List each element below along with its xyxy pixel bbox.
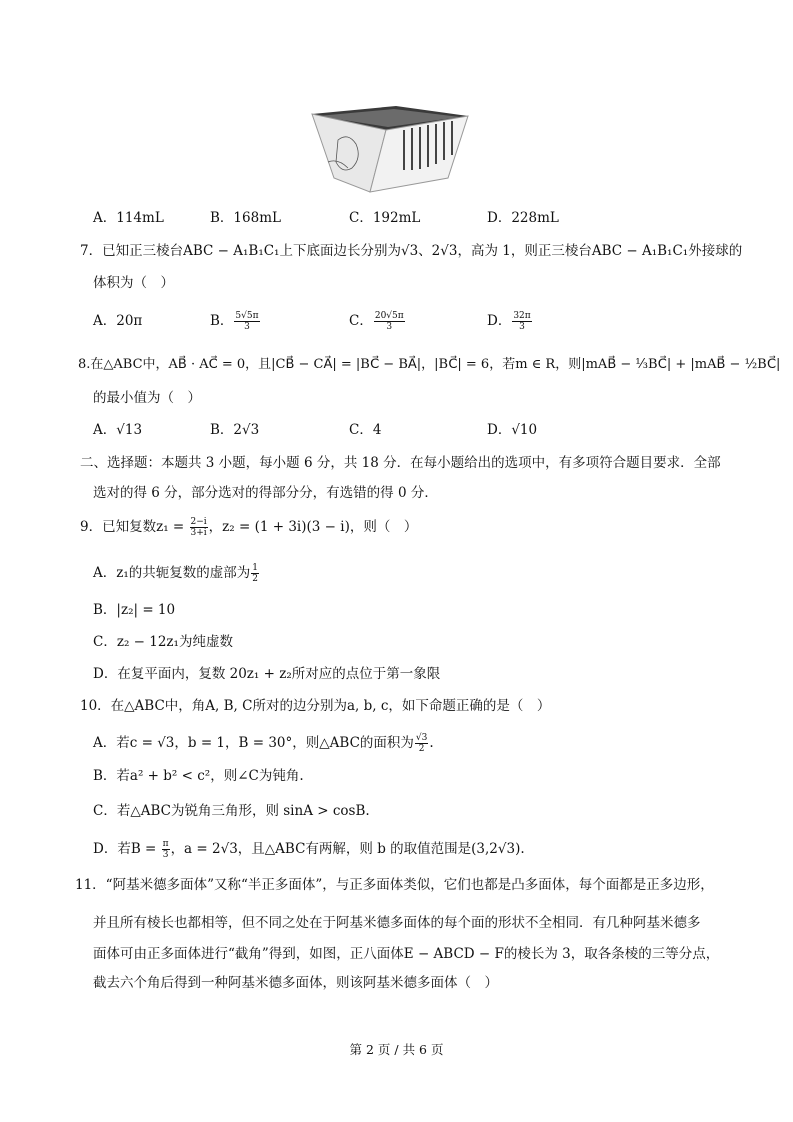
q7-stem: 7．已知正三棱台ABC − A₁B₁C₁上下底面边长分别为√3、2√3，高为 1，则正三棱台ABC − A₁B₁C₁外接球的 <box>80 243 743 259</box>
q9-option-b: B．|z₂| = 10 <box>93 602 176 618</box>
q8-stem: 8.在△ABC中，AB⃗ · AC⃗ = 0，且|CB⃗ − CA⃗| = |BC⃗ − BA⃗|，|BC⃗| = 6，若m ∈ R，则|mAB⃗ − ⅓BC⃗| + |mAB⃗ − ½BC⃗| <box>78 357 781 372</box>
q7-option-b: B． $\frac{5√5\pi}{3}$ <box>210 311 259 332</box>
q11-stem: 11．“阿基米德多面体”又称“半正多面体”，与正多面体类似，它们也都是凸多面体，每个面都是正多边形， <box>75 877 714 893</box>
q8-stem-cont: 的最小值为（ ） <box>93 390 201 406</box>
q6-option-a: A．114mL <box>93 210 164 226</box>
q6-option-b: B．168mL <box>210 210 281 226</box>
q7-stem-cont: 体积为（ ） <box>93 275 174 291</box>
q8-option-d: D．√10 <box>487 422 538 438</box>
q9-stem: 9．已知复数z₁ = $\frac{2-i}{3+i}$ ，z₂ = (1 + 3i)(3 − i)，则（ ） <box>80 517 418 538</box>
q8-option-b: B．2√3 <box>210 422 260 438</box>
q10-stem: 10．在△ABC中，角A, B, C所对的边分别为a, b, c，如下命题正确的是（ ） <box>80 698 551 714</box>
q8-option-a: A．√13 <box>93 422 143 438</box>
q6-option-c: C．192mL <box>349 210 421 226</box>
q11-stem-line4: 截去六个角后得到一种阿基米德多面体，则该阿基米德多面体（ ） <box>93 975 498 991</box>
q10-option-a: A．若c = √3，b = 1，B = 30°，则△ABC的面积为 $\frac{√3}{2}$ . <box>93 733 434 754</box>
q10-option-d: D．若B = $\frac{\pi}{3}$ ，a = 2√3，且△ABC有两解，则 b 的取值范围是(3,2√3). <box>93 839 525 860</box>
q9-option-d: D．在复平面内，复数 20z₁ + z₂所对应的点位于第一象限 <box>93 666 441 682</box>
q7-option-d: D． $\frac{32\pi}{3}$ <box>487 311 531 332</box>
q7-option-a: A．20π <box>93 313 143 329</box>
q9-option-c: C．z₂ − 12z₁为纯虚数 <box>93 634 233 650</box>
q9-option-a: A．z₁的共轭复数的虚部为 $\frac{1}{2}$ <box>93 563 259 584</box>
q10-option-b: B．若a² + b² < c²，则∠C为钝角. <box>93 768 304 784</box>
q11-stem-line2: 并且所有棱长也都相等，但不同之处在于阿基米德多面体的每个面的形状不全相同．有几种阿基米德多 <box>93 915 701 931</box>
q7-option-c: C． $\frac{20√5\pi}{3}$ <box>349 311 404 332</box>
q11-stem-line3: 面体可由正多面体进行“截角”得到，如图，正八面体E − ABCD − F的棱长为 3，取各条棱的三等分点， <box>93 946 720 962</box>
q6-option-d: D．228mL <box>487 210 559 226</box>
q8-option-c: C．4 <box>349 422 382 438</box>
section-2-heading-cont: 选对的得 6 分，部分选对的得部分分，有选错的得 0 分． <box>93 485 438 501</box>
page-footer: 第 2 页 / 共 6 页 <box>349 1042 444 1057</box>
q10-option-c: C．若△ABC为锐角三角形，则 sinA > cosB. <box>93 803 370 819</box>
section-2-heading: 二、选择题：本题共 3 小题，每小题 6 分，共 18 分．在每小题给出的选项中，有多项符合题目要求．全部 <box>80 455 721 471</box>
square-bowl-image <box>308 100 473 200</box>
